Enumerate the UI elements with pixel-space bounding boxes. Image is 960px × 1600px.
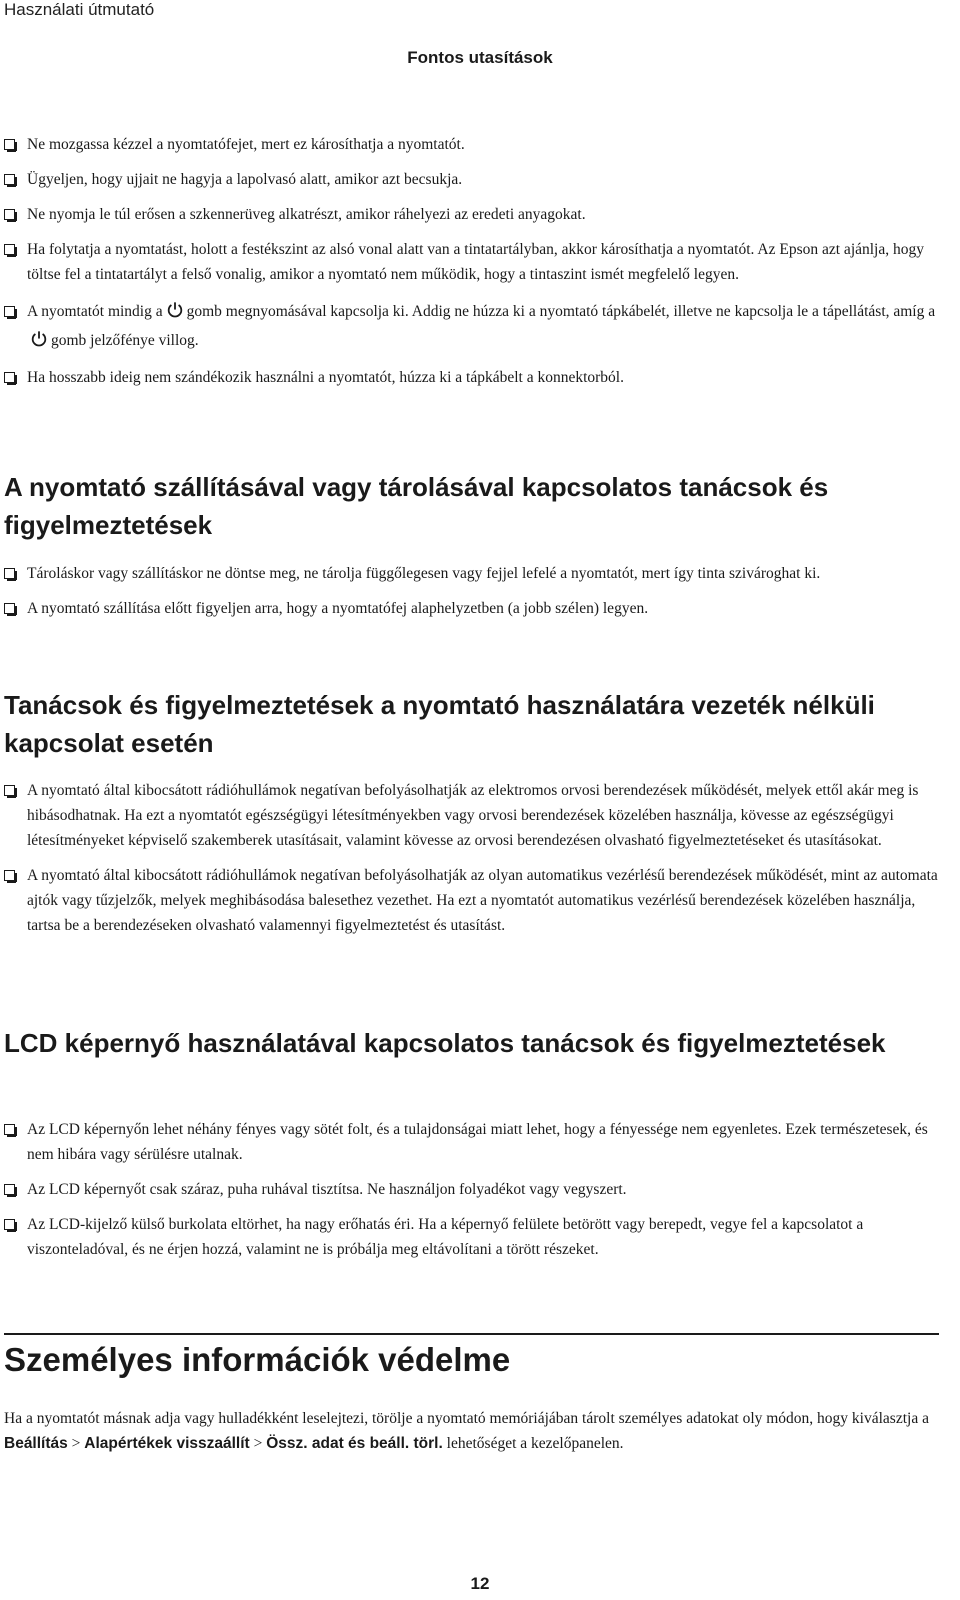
list-item: Az LCD-kijelző külső burkolata eltörhet, ha nagy erőhatás éri. Ha a képernyő felülete betörött vagy berepedt, vegye fel a kapcsolatot a viszonteladóval, és ne érjen hozzá, valamint ne is próbálja meg eltávolítani a törött részeket. xyxy=(4,1212,939,1262)
checkbox-bullet-icon xyxy=(4,244,15,255)
list-item: A nyomtató által kibocsátott rádióhullámok negatívan befolyásolhatják az elektromos orvosi berendezések működését, melyek ettől akár meg is hibásodhatnak. Ha ezt a nyomtatót egészségügyi létesítményekben vagy orvosi berendezések közelében használja, kövesse az egészségügyi létesítményeket képviselő szakemberek utasításait, valamint kövesse az orvosi berendezésen olvasható figyelmeztetéseket és utasításokat. xyxy=(4,778,939,853)
section-divider xyxy=(4,1333,939,1335)
heading-wireless: Tanácsok és figyelmeztetések a nyomtató használatára vezeték nélküli kapcsolat esetén xyxy=(4,690,875,758)
menu-path-setting: Beállítás xyxy=(4,1435,68,1452)
checkbox-bullet-icon xyxy=(4,785,15,796)
checkbox-bullet-icon xyxy=(4,174,15,185)
list-item: A nyomtató szállítása előtt figyeljen arra, hogy a nyomtatófej alaphelyzetben (a jobb szélen) legyen. xyxy=(4,596,939,621)
safety-list xyxy=(4,132,939,390)
transport-list xyxy=(4,561,939,621)
checkbox-bullet-icon xyxy=(4,1184,15,1195)
checkbox-bullet-icon xyxy=(4,1219,15,1230)
checkbox-bullet-icon xyxy=(4,870,15,881)
wireless-list xyxy=(4,778,939,938)
menu-path-clear-all: Össz. adat és beáll. törl. xyxy=(266,1435,443,1452)
list-item: Az LCD képernyőt csak száraz, puha ruhával tisztítsa. Ne használjon folyadékot vagy vegyszert. xyxy=(4,1177,939,1202)
personal-data-paragraph: Ha a nyomtatót másnak adja vagy hulladékként leselejtezi, törölje a nyomtató memóriájában tárolt személyes adatokat oly módon, hogy kiválasztja a Beállítás > Alapértékek visszaállít > Össz. adat és beáll. törl. lehetőséget a kezelőpanelen. xyxy=(4,1410,929,1452)
power-icon xyxy=(30,330,48,348)
power-icon xyxy=(166,301,184,319)
list-item: Ne mozgassa kézzel a nyomtatófejet, mert ez károsíthatja a nyomtatót. xyxy=(4,132,939,157)
list-item: Ne nyomja le túl erősen a szkennerüveg alkatrészt, amikor ráhelyezi az eredeti anyagokat. xyxy=(4,202,939,227)
lcd-list xyxy=(4,1117,939,1262)
heading-lcd: LCD képernyő használatával kapcsolatos tanácsok és figyelmeztetések xyxy=(4,1028,886,1058)
checkbox-bullet-icon xyxy=(4,209,15,220)
list-item: Ha hosszabb ideig nem szándékozik használni a nyomtatót, húzza ki a tápkábelt a konnektorból. xyxy=(4,365,939,390)
list-item-power: A nyomtatót mindig a gomb megnyomásával kapcsolja ki. Addig ne húzza ki a nyomtató tápkábelét, illetve ne kapcsolja le a tápellátást, amíg agomb jelzőfénye villog. xyxy=(4,297,939,355)
heading-transport-storage: A nyomtató szállításával vagy tárolásával kapcsolatos tanácsok és figyelmeztetések xyxy=(4,472,829,540)
list-item: A nyomtató által kibocsátott rádióhullámok negatívan befolyásolhatják az olyan automatikus vezérlésű berendezések működését, mint az automata ajtók vagy tűzjelzők, melyek meghibásodása balesethez vezethet. Ha ezt a nyomtatót automatikus vezérlésű berendezések közelében használja, tartsa be a berendezéseken olvasható valamennyi figyelmeztetést és utasítást. xyxy=(4,863,939,938)
checkbox-bullet-icon xyxy=(4,1124,15,1135)
checkbox-bullet-icon xyxy=(4,139,15,150)
list-item: Az LCD képernyőn lehet néhány fényes vagy sötét folt, és a tulajdonságai miatt lehet, hogy a fényessége nem egyenletes. Ezek természetesek, és nem hibára vagy sérülésre utalnak. xyxy=(4,1117,939,1167)
list-item: Ha folytatja a nyomtatást, holott a festékszint az alsó vonal alatt van a tintatartályban, akkor károsíthatja a nyomtatót. Az Epson azt ajánlja, hogy töltse fel a tintatartályt a felső vonalig, amikor a nyomtató nem működik, hogy a tintaszint ismét megfelelő legyen. xyxy=(4,237,939,287)
checkbox-bullet-icon xyxy=(4,372,15,383)
section-title: Fontos utasítások xyxy=(407,48,553,67)
checkbox-bullet-icon xyxy=(4,568,15,579)
document-title: Használati útmutató xyxy=(4,0,155,19)
list-item: Tároláskor vagy szállításkor ne döntse meg, ne tárolja függőlegesen vagy fejjel lefelé a nyomtatót, mert így tinta szivároghat ki. xyxy=(4,561,939,586)
list-item: Ügyeljen, hogy ujjait ne hagyja a lapolvasó alatt, amikor azt becsukja. xyxy=(4,167,939,192)
menu-path-restore-defaults: Alapértékek visszaállít xyxy=(84,1435,250,1452)
checkbox-bullet-icon xyxy=(4,306,15,317)
heading-personal-data: Személyes információk védelme xyxy=(4,1341,511,1378)
checkbox-bullet-icon xyxy=(4,603,15,614)
page-number: 12 xyxy=(470,1574,490,1593)
